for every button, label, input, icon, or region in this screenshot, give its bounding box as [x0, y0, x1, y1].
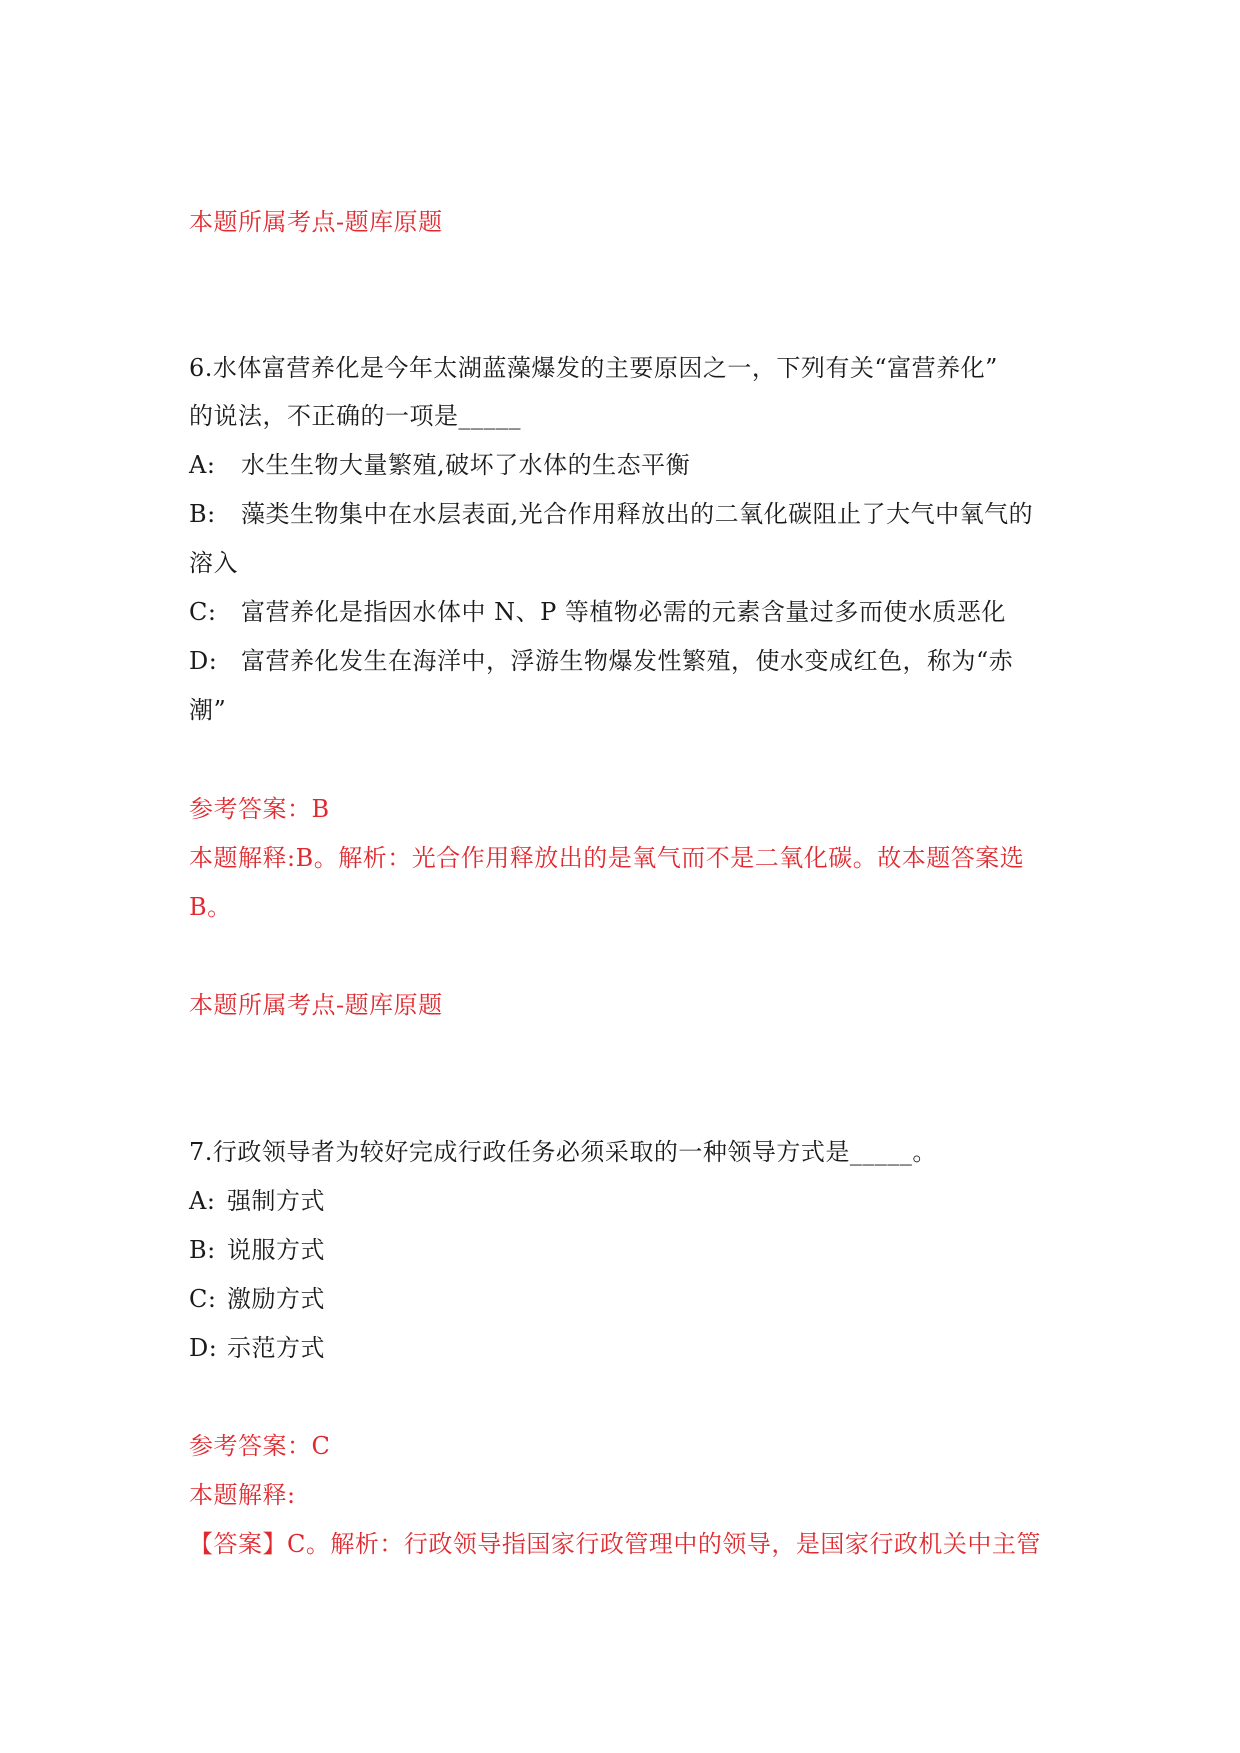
q7-explanation-line1: 【答案】C。解析：行政领导指国家行政管理中的领导，是国家行政机关中主管 — [189, 1530, 1041, 1558]
q6-option-b-label: B: — [189, 500, 216, 528]
q7-option-b-text: 说服方式 — [227, 1236, 325, 1264]
q7-option-d — [189, 1333, 325, 1363]
q5-topic-label: 本题所属考点-题库原题 — [189, 208, 443, 236]
q6-option-d — [189, 646, 1013, 676]
q6-explanation-line2: B。 — [189, 893, 232, 921]
q6-option-d-continuation: 潮” — [189, 696, 227, 724]
q7-option-a-text: 强制方式 — [227, 1187, 325, 1215]
q6-option-c-text: 富营养化是指因水体中 N、P 等植物必需的元素含量过多而使水质恶化 — [241, 598, 1006, 626]
q6-option-a — [189, 450, 690, 480]
q7-option-c — [189, 1284, 325, 1314]
q7-option-a-label: A: — [189, 1187, 216, 1215]
q6-option-c — [189, 597, 1006, 627]
q6-option-a-text: 水生生物大量繁殖,破坏了水体的生态平衡 — [241, 451, 691, 479]
q7-option-c-text: 激励方式 — [227, 1285, 325, 1313]
q7-option-a — [189, 1186, 325, 1216]
q6-stem-line1: 6.水体富营养化是今年太湖蓝藻爆发的主要原因之一，下列有关“富营养化” — [189, 354, 998, 382]
q6-option-d-label: D: — [189, 647, 218, 675]
q7-option-c-label: C: — [189, 1285, 217, 1313]
q7-option-d-text: 示范方式 — [227, 1334, 325, 1362]
q7-option-b-label: B: — [189, 1236, 216, 1264]
q6-topic-label: 本题所属考点-题库原题 — [189, 991, 443, 1019]
q6-option-a-label: A: — [189, 451, 216, 479]
q6-option-b-text: 藻类生物集中在水层表面,光合作用释放出的二氧化碳阻止了大气中氧气的 — [241, 500, 1034, 528]
q6-option-d-text: 富营养化发生在海洋中，浮游生物爆发性繁殖，使水变成红色，称为“赤 — [241, 647, 1014, 675]
q7-answer: 参考答案：C — [189, 1432, 331, 1460]
q6-answer: 参考答案：B — [189, 795, 330, 823]
q6-option-b — [189, 499, 1033, 529]
q7-option-d-label: D: — [189, 1334, 218, 1362]
q7-stem: 7.行政领导者为较好完成行政任务必须采取的一种领导方式是_____。 — [189, 1138, 937, 1166]
q6-explanation-line1: 本题解释:B。解析：光合作用释放出的是氧气而不是二氧化碳。故本题答案选 — [189, 844, 1025, 872]
q7-option-b — [189, 1235, 325, 1265]
q6-option-b-continuation: 溶入 — [189, 549, 238, 577]
q7-explanation-title: 本题解释: — [189, 1481, 296, 1509]
q6-option-c-label: C: — [189, 598, 217, 626]
q6-stem-line2: 的说法，不正确的一项是_____ — [189, 402, 521, 430]
